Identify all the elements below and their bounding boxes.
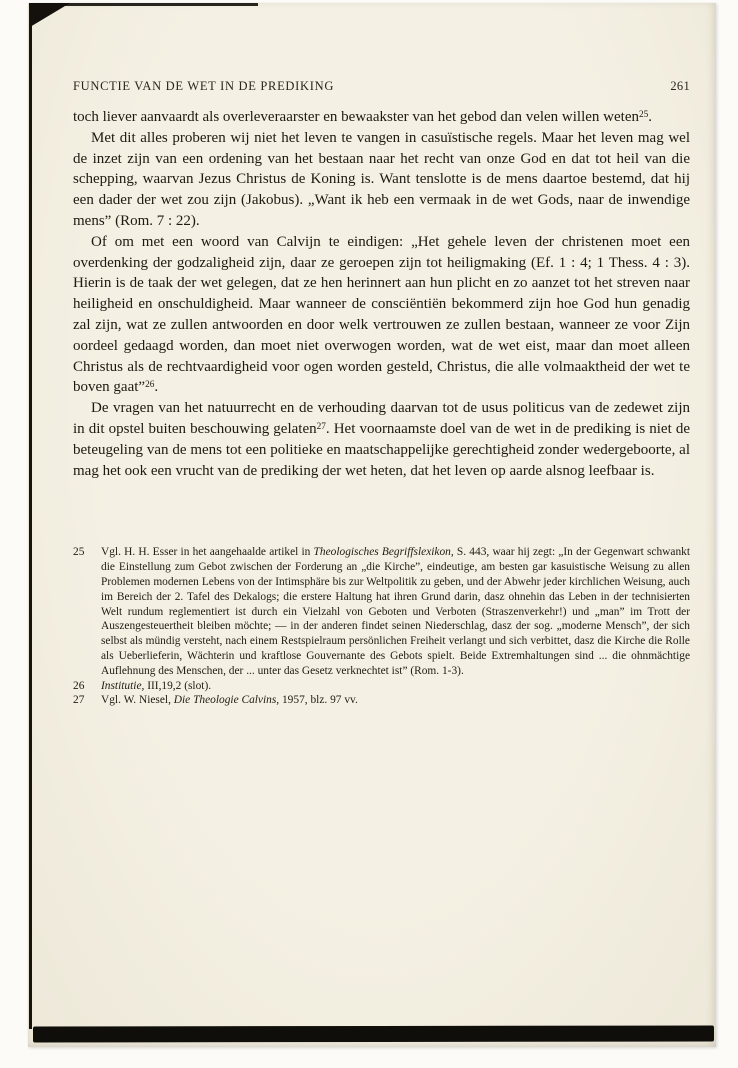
footnote-marker: 26 bbox=[145, 380, 155, 391]
footnote-marker: 25 bbox=[639, 109, 649, 120]
running-header-title: FUNCTIE VAN DE WET IN DE PREDIKING bbox=[73, 79, 335, 93]
footnote-text bbox=[101, 679, 690, 694]
paragraph bbox=[73, 398, 690, 481]
text-run: Met dit alles proberen wij niet het leven te vangen in casuïstische regels. Maar het leven mag wel de inzet zijn van een ordening van het bestaan naar het recht van onze God en dat tot heil van die schepping, waarvan Jezus Christus de Koning is. Want tenslotte is de mens daartoe bestemd, dat hij een dader der wet zou zijn (Jakobus). „Want ik heb een vermaak in de wet Gods, naar de inwendige mens” (Rom. 7 : 22). bbox=[73, 129, 690, 229]
footnote-number: 25 bbox=[73, 546, 85, 559]
footnote-number: 26 bbox=[73, 679, 85, 692]
footnote-text bbox=[101, 693, 690, 708]
text-run: Vgl. H. H. Esser in het aangehaalde artikel in bbox=[101, 546, 314, 559]
footnote-text bbox=[101, 545, 690, 678]
text-run: Vgl. W. Niesel, bbox=[101, 694, 174, 707]
text-run: Of om met een woord van Calvijn te eindigen: „Het gehele leven der christenen moet een overdenking der godzaligheid zijn, daar ze geroepen zijn tot heiligmaking (Ef. 1 : 4; 1 Thess. 4 : 3). Hierin is de taak der wet gelegen, dat ze hen herinnert aan hun plicht en zo aanzet tot het streven naar heiligheid en onschuldigheid. Maar wanneer de consciëntiën bekommerd zijn hoe God hun genadig zal zijn, wat ze zullen antwoorden en door welk vertrouwen ze zullen bestaan, wanneer ze voor Zijn oordeel gedaagd worden, dan moet niet overwogen worden, wat de wet eist, maar dan moet alleen Christus als de rechtvaardigheid voor ogen worden gesteld, Christus, die alle volmaaktheid der wet te boven gaat” bbox=[73, 233, 690, 396]
footnote bbox=[73, 693, 690, 708]
text-run: Institutie, bbox=[101, 679, 145, 692]
text-run: toch liever aanvaardt als overleveraarster en bewaakster van het gebod dan velen willen weten bbox=[73, 109, 639, 125]
text-run: III,19,2 (slot). bbox=[144, 679, 212, 692]
page bbox=[28, 3, 716, 1047]
text-run: . Het voornaamste doel van de wet in de prediking is niet de beteugeling van de mens tot een politieke en maatschappelijke gerechtigheid zonder wedergeboorte, al mag het ook een vrucht van de prediking der wet heten, dat het leven op aarde alsnog leefbaar is. bbox=[73, 420, 690, 479]
text-run: . bbox=[648, 109, 653, 125]
text-run: Theologisches Begriffslexikon, bbox=[313, 546, 454, 559]
text-run: S. 443, waar hij zegt: „In der Gegenwart schwankt die Einstellung zum Gebot zwischen der Forderung an „die Kirche”, eindeutige, am besten gar kasuistische Weisung zu allen Problemen modernen Lebens von der Intimsphäre bis zur Weltpolitik zu geben, und der Abwehr jeder kirchlichen Weisung, auch im Bereich der 2. Tafel des Dekalogs; die erstere Haltung hat ihren Grund darin, dasz ohnehin das Leben in der technisierten Welt rundum reglementiert ist durch ein Vielzahl von Geboten und Verboten (Straszenverkehr!) und „man” im Trott der Auszengesteuertheit bleiben möchte; — in der anderen findet seinen Niederschlag, dasz der sog. „moderne Mensch”, der sich selbst als mündig versteht, nach einem Restspielraum persönlichen Freiheit verlangt und sich verbittet, dasz die Kirche die Rolle als Ueberlieferin, Wächterin und kraftlose Gouvernante des Gebots spielt. Beide Extremhaltungen sind ... die ohnmächtige Auflehnung des Menschen, der ... unter das Gesetz verknechtet ist” (Rom. 1-3). bbox=[101, 546, 690, 677]
footnote-marker: 27 bbox=[316, 421, 326, 432]
text-run: De vragen van het natuurrecht en de verhouding daarvan tot de usus politicus van de zedewet zijn in dit opstel buiten beschouwing gelaten bbox=[73, 400, 690, 437]
footnotes bbox=[73, 545, 690, 708]
paragraph bbox=[73, 107, 690, 128]
footnote bbox=[73, 545, 690, 678]
body-paragraphs bbox=[73, 107, 690, 481]
paragraph bbox=[73, 128, 690, 232]
footnote bbox=[73, 679, 690, 694]
text-run: Die Theologie Calvins, bbox=[173, 694, 280, 707]
paragraph bbox=[73, 232, 690, 398]
page-number: 261 bbox=[670, 79, 690, 93]
text-run: 1957, blz. 97 vv. bbox=[279, 694, 358, 707]
footnote-number: 27 bbox=[73, 694, 85, 707]
text-run: . bbox=[154, 379, 159, 396]
page-header bbox=[73, 79, 690, 94]
